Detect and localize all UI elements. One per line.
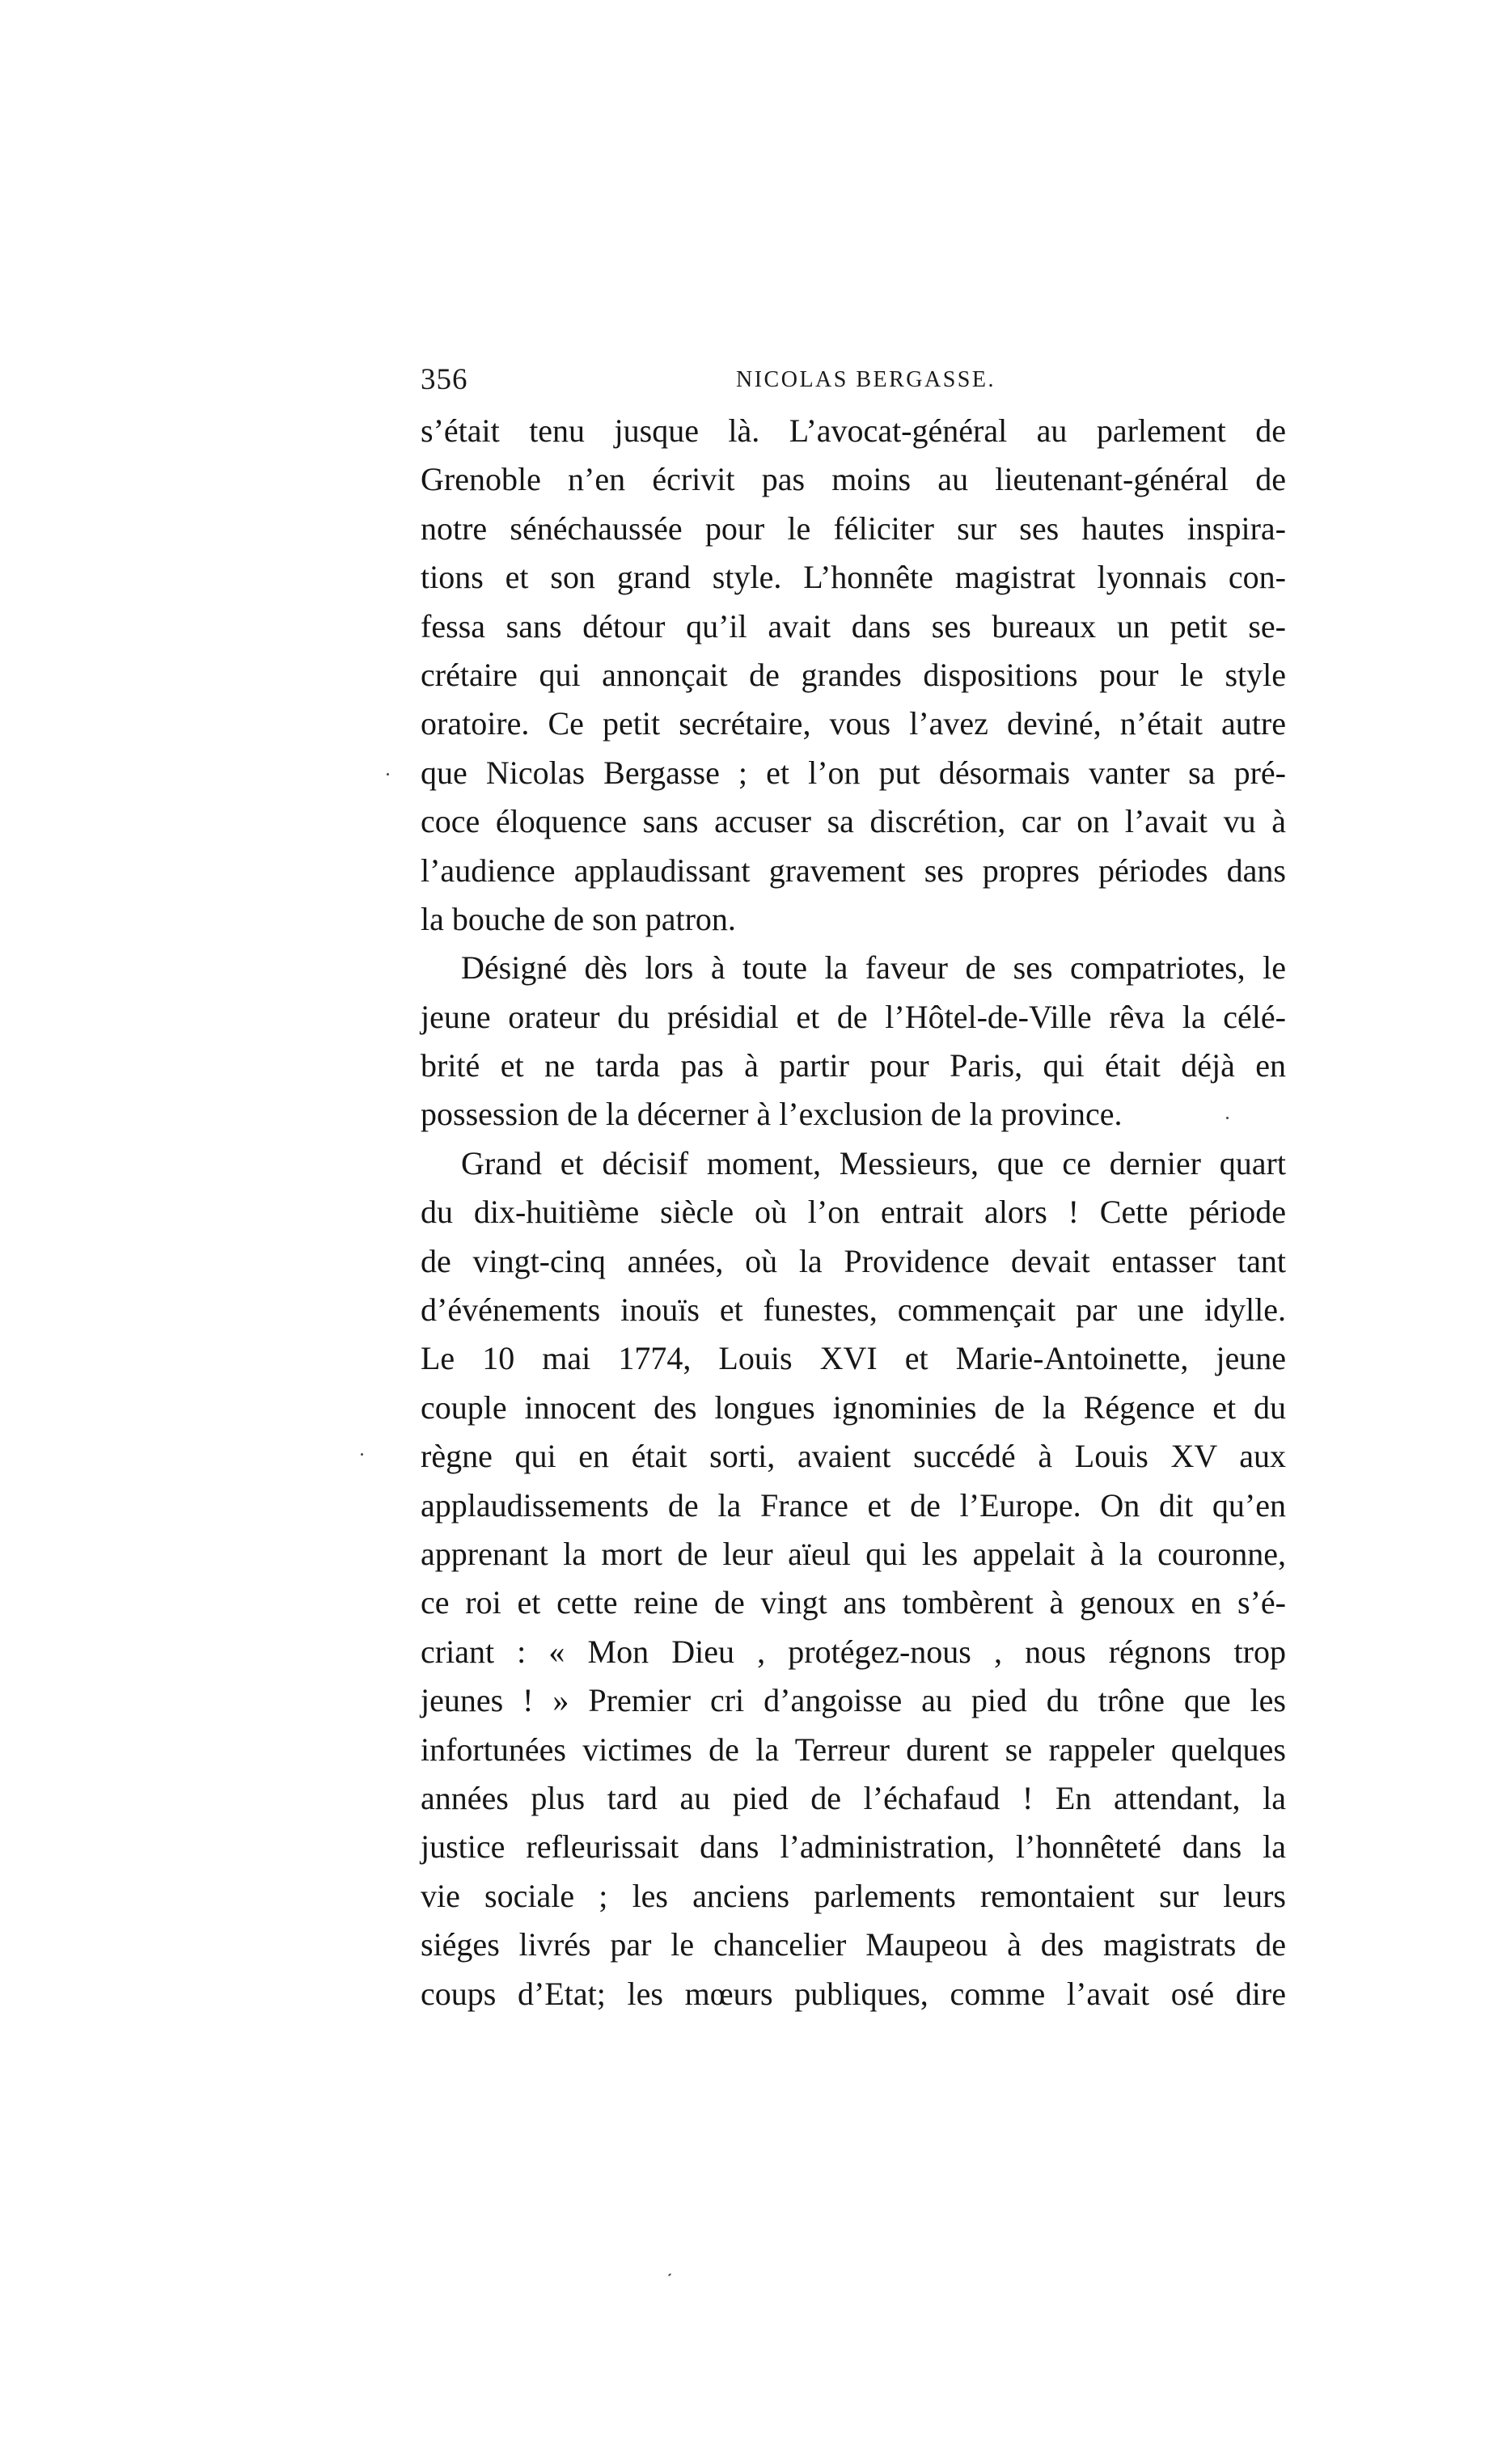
text-line: apprenant la mort de leur aïeul qui les appelait à la couronne, (421, 1535, 1286, 1572)
text-line: possession de la décerner à l’exclusion de la province. (421, 1096, 1123, 1133)
text-line: infortunées victimes de la Terreur durent se rappeler quelques (421, 1731, 1286, 1768)
paragraph (421, 1139, 1286, 2018)
scan-speck (361, 1453, 363, 1456)
text-line: notre sénéchaussée pour le féliciter sur ses hautes inspira- (421, 509, 1286, 547)
text-line: brité et ne tarda pas à partir pour Paris, qui était déjà en (421, 1047, 1286, 1084)
text-line: coce éloquence sans accuser sa discrétion, car on l’avait vu à (421, 803, 1286, 840)
scan-speck (668, 2273, 671, 2276)
text-line: années plus tard au pied de l’échafaud ! En attendant, la (421, 1779, 1286, 1816)
text-line: la bouche de son patron. (421, 900, 736, 937)
text-line: règne qui en était sorti, avaient succédé à Louis XV aux (421, 1438, 1286, 1475)
text-line: ce roi et cette reine de vingt ans tombèrent à genoux en s’é- (421, 1584, 1286, 1621)
text-line: justice refleurissait dans l’administration, l’honnêteté dans la (421, 1828, 1286, 1866)
text-line: que Nicolas Bergasse ; et l’on put désormais vanter sa pré- (421, 754, 1286, 791)
paragraph (421, 407, 1286, 944)
paragraph (421, 944, 1286, 1139)
text-line: crétaire qui annonçait de grandes dispositions pour le style (421, 656, 1286, 693)
text-line: couple innocent des longues ignominies de la Régence et du (421, 1388, 1286, 1426)
text-line: siéges livrés par le chancelier Maupeou à des magistrats de (421, 1926, 1286, 1963)
page-number: 356 (421, 363, 468, 396)
text-line: coups d’Etat; les mœurs publiques, comme l’avait osé dire (421, 1975, 1286, 2012)
body-text (421, 407, 1286, 2018)
text-line: jeunes ! » Premier cri d’angoisse au pied du trône que les (421, 1682, 1286, 1719)
page-header (421, 362, 1286, 403)
text-line: oratoire. Ce petit secrétaire, vous l’avez deviné, n’était autre (421, 705, 1286, 742)
text-line: de vingt-cinq années, où la Providence devait entasser tant (421, 1242, 1286, 1279)
text-line: Désigné dès lors à toute la faveur de ses compatriotes, le (461, 949, 1286, 987)
text-line: criant : « Mon Dieu , protégez-nous , nous régnons trop (421, 1633, 1286, 1670)
text-line: vie sociale ; les anciens parlements remontaient sur leurs (421, 1877, 1286, 1914)
scan-speck (387, 773, 389, 776)
text-line: s’était tenu jusque là. L’avocat-général au parlement de (421, 412, 1286, 449)
text-line: applaudissements de la France et de l’Europe. On dit qu’en (421, 1486, 1286, 1524)
text-line: Grand et décisif moment, Messieurs, que ce dernier quart (461, 1144, 1286, 1181)
text-line: fessa sans détour qu’il avait dans ses bureaux un petit se- (421, 607, 1286, 645)
text-line: l’audience applaudissant gravement ses propres périodes dans (421, 852, 1286, 889)
running-head: NICOLAS BERGASSE. (736, 367, 996, 392)
text-line: Le 10 mai 1774, Louis XVI et Marie-Antoinette, jeune (421, 1340, 1286, 1377)
text-line: tions et son grand style. L’honnête magistrat lyonnais con- (421, 559, 1286, 596)
text-line: Grenoble n’en écrivit pas moins au lieutenant-général de (421, 461, 1286, 498)
text-line: du dix-huitième siècle où l’on entrait alors ! Cette période (421, 1194, 1286, 1231)
text-line: jeune orateur du présidial et de l’Hôtel-de-Ville rêva la célé- (421, 998, 1286, 1035)
text-line: d’événements inouïs et funestes, commençait par une idylle. (421, 1291, 1286, 1329)
scan-speck (1226, 1117, 1229, 1119)
